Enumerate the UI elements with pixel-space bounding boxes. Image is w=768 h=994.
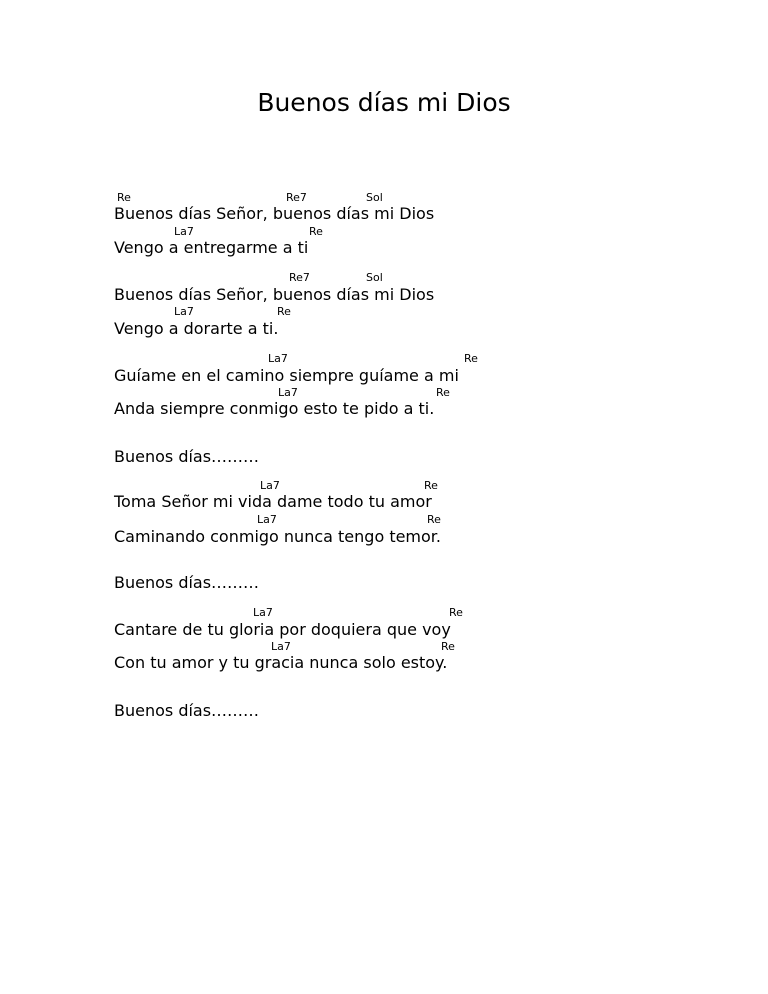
lyric-line: Cantare de tu gloria por doquiera que voy <box>114 620 451 639</box>
chord: Re <box>309 225 323 238</box>
chord: Re <box>427 513 441 526</box>
lyric-line: Guíame en el camino siempre guíame a mi <box>114 366 459 385</box>
lyric-line: Toma Señor mi vida dame todo tu amor <box>114 492 432 511</box>
chord: Sol <box>366 271 383 284</box>
chord: La7 <box>278 386 298 399</box>
lyric-line: Buenos días Señor, buenos días mi Dios <box>114 285 435 304</box>
chord: Re <box>464 352 478 365</box>
chord: La7 <box>257 513 277 526</box>
lyric-line: Caminando conmigo nunca tengo temor. <box>114 527 441 546</box>
chord: La7 <box>174 305 194 318</box>
chord: La7 <box>260 479 280 492</box>
chord: Re <box>277 305 291 318</box>
chord: Re7 <box>289 271 310 284</box>
lyric-line: Vengo a dorarte a ti. <box>114 319 279 338</box>
chorus-reference: Buenos días……… <box>114 447 260 466</box>
song-title: Buenos días mi Dios <box>257 88 511 117</box>
chord: Re <box>449 606 463 619</box>
lyric-line: Buenos días Señor, buenos días mi Dios <box>114 204 435 223</box>
chord: Re <box>117 191 131 204</box>
lyric-line: Con tu amor y tu gracia nunca solo estoy. <box>114 653 448 672</box>
lyric-line: Vengo a entregarme a ti <box>114 238 309 257</box>
chord: La7 <box>174 225 194 238</box>
chord: La7 <box>268 352 288 365</box>
chorus-reference: Buenos días……… <box>114 701 260 720</box>
chord: Re <box>436 386 450 399</box>
chord: Re <box>424 479 438 492</box>
chord: La7 <box>253 606 273 619</box>
chord: Re <box>441 640 455 653</box>
chord: Sol <box>366 191 383 204</box>
lyric-line: Anda siempre conmigo esto te pido a ti. <box>114 399 435 418</box>
chord: Re7 <box>286 191 307 204</box>
chord: La7 <box>271 640 291 653</box>
chorus-reference: Buenos días……… <box>114 573 260 592</box>
